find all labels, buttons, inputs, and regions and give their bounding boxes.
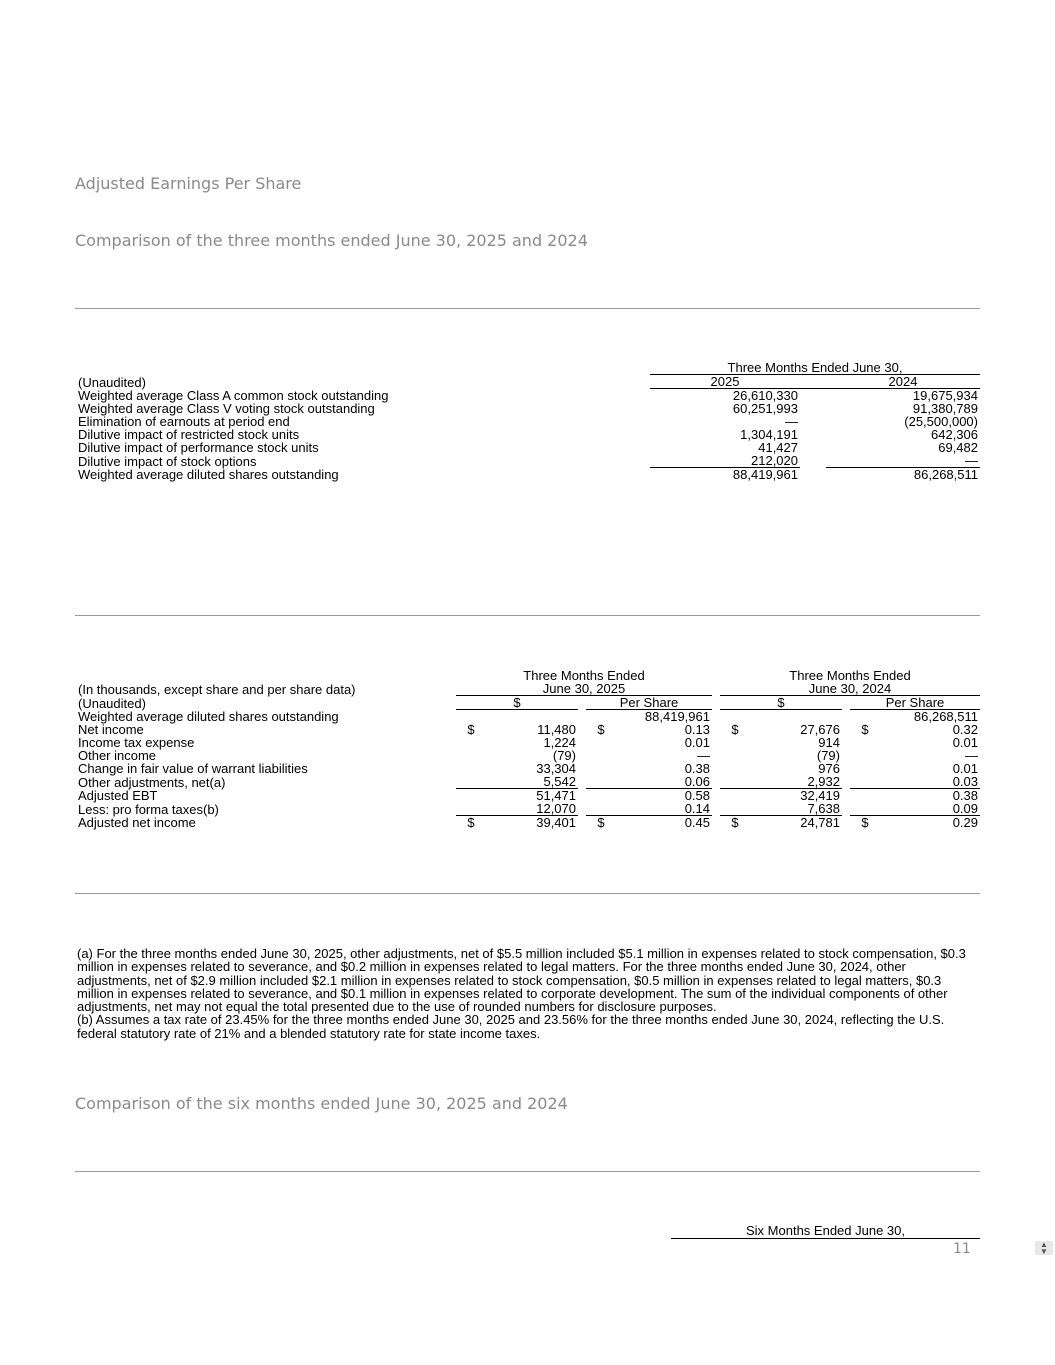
value: 12,070 [486,802,578,816]
value-2025: — [785,414,798,429]
currency-symbol: $ [861,722,869,737]
row-label: Other income [78,748,157,763]
value: 0.03 [880,775,980,789]
value-2025: 212,020 [650,454,800,468]
value-2024: 91,380,789 [912,401,978,416]
diluted-shares-table [76,361,980,481]
value: 0.01 [952,735,978,750]
value: — [697,748,710,763]
row-label: Weighted average diluted shares outstanding [78,709,339,724]
row-label: Weighted average diluted shares outstanding [78,467,339,482]
currency-symbol: $ [731,722,739,737]
currency-symbol: $ [861,815,869,830]
table-row-total [76,816,980,830]
group-header-2025: Three Months Ended [523,668,645,683]
table-row [76,775,980,789]
row-label: Weighted average Class A common stock outstanding [78,388,389,403]
table-row-total [76,468,980,482]
row-label: Adjusted net income [78,815,196,830]
section-heading-six-months: Comparison of the six months ended June 30, 2025 and 2024 [75,1094,568,1113]
units-note: (In thousands, except share and per share data) [78,681,356,697]
table-row [76,789,980,803]
value-2024: (25,500,000) [904,414,978,429]
divider [75,615,980,616]
col-dollar: $ [456,696,578,710]
value: 0.01 [684,735,710,750]
value: 1,224 [543,735,576,750]
value: 0.13 [684,722,710,737]
value-2024: 642,306 [931,427,978,442]
value: 0.01 [952,761,978,776]
adjusted-eps-table [76,669,980,829]
currency-symbol: $ [731,815,739,830]
group-header-2024: Three Months Ended [789,668,911,683]
value: 86,268,511 [913,709,978,724]
col-dollar: $ [720,696,842,710]
value: 0.14 [616,802,712,816]
footnote-b: (b) Assumes a tax rate of 23.45% for the three months ended June 30, 2025 and 23.56% for the three months ended June 30, 2024, reflecting the U.S. federal statutory rate of 21% and a blended statutory rate for state income taxes. [77,1012,945,1041]
value: 0.06 [616,775,712,789]
value-2025: 41,427 [758,440,798,455]
row-label: Weighted average Class V voting stock outstanding [78,401,375,416]
value: 32,419 [800,788,840,803]
value: 88,419,961 [644,709,710,724]
scroll-toggle-button[interactable] [1035,1241,1053,1255]
value: 33,304 [536,761,576,776]
row-label: Change in fair value of warrant liabilities [78,761,308,776]
page-number: 11 [953,1241,971,1257]
row-label: Less: pro forma taxes(b) [78,801,219,817]
value-2024: 69,482 [938,440,978,455]
row-label: Dilutive impact of performance stock units [78,440,319,455]
up-down-arrows-icon: ▲ ▼ [1040,1240,1048,1256]
value-2024: — [826,454,980,468]
value-2025: 60,251,993 [732,401,798,416]
value: 2,932 [750,775,842,789]
value-2024: 19,675,934 [912,388,978,403]
value: 976 [818,761,840,776]
table-row [76,441,980,454]
row-label: Dilutive impact of restricted stock units [78,427,300,442]
currency-symbol: $ [597,815,605,830]
divider [75,1171,980,1172]
unaudited-label: (Unaudited) [78,374,146,390]
row-label: Dilutive impact of stock options [78,453,257,469]
value: 51,471 [536,788,576,803]
col-header-2024: 2024 [826,375,980,389]
row-label: Net income [78,722,144,737]
value-2024: 86,268,511 [913,467,978,482]
value: 5,542 [486,775,578,789]
value: 0.09 [880,802,980,816]
table-row [76,802,980,816]
value: 24,781 [800,815,840,830]
currency-symbol: $ [467,722,475,737]
currency-symbol: $ [597,722,605,737]
value: 27,676 [800,722,840,737]
col-per-share: Per Share [850,696,980,710]
divider [75,893,980,894]
six-months-period-header: Six Months Ended June 30, [671,1224,980,1239]
page-title: Adjusted Earnings Per Share [75,174,302,193]
group-date-2024: June 30, 2024 [720,682,980,696]
value: 39,401 [536,815,576,830]
row-label: Income tax expense [78,735,195,750]
value-2025: 26,610,330 [732,388,798,403]
footnote-a: (a) For the three months ended June 30, 2025, other adjustments, net of $5.5 million included $5.1 million in expenses related to stock compensation, $0.3 million in expenses related to severance, and $0.2 million in expenses related to legal matters. For the three months ended June 30, 2024, other adjustments, net of $2.9 million included $2.1 million in expenses related to stock compensation, $0.5 million in expenses related to legal matters, $0.3 million in expenses related to severance, and $0.1 million in expenses related to corporate development. The sum of the individual components of other adjustments, net may not equal the total presented due to the use of rounded numbers for disclosure purposes. [77,946,966,1015]
unaudited-label: (Unaudited) [78,695,146,711]
value-2025: 1,304,191 [740,427,798,442]
table-row [76,710,980,724]
value: (79) [552,748,576,763]
value: 0.58 [684,788,710,803]
value: 11,480 [537,722,576,737]
table-row [76,389,980,403]
col-header-2025: 2025 [650,375,800,389]
value: 0.32 [952,722,978,737]
group-date-2025: June 30, 2025 [456,682,712,696]
value: — [965,748,978,763]
value [750,710,842,724]
footnotes [77,947,977,1040]
value: 0.45 [684,815,710,830]
table-row [76,723,980,736]
value: 0.38 [952,788,978,803]
value-2025: 88,419,961 [732,467,798,482]
table-row [76,454,980,468]
row-label: Other adjustments, net(a) [78,774,226,790]
col-per-share: Per Share [586,696,712,710]
period-header: Three Months Ended June 30, [650,361,980,375]
row-label: Adjusted EBT [78,788,158,803]
table-row [76,736,980,749]
section-heading-three-months: Comparison of the three months ended June 30, 2025 and 2024 [75,231,588,250]
value [486,710,578,724]
row-label: Elimination of earnouts at period end [78,414,290,429]
value: 7,638 [750,802,842,816]
divider [75,308,980,309]
currency-symbol: $ [467,815,475,830]
value: 0.29 [952,815,978,830]
value: (79) [816,748,840,763]
table-row [76,762,980,775]
value: 914 [818,735,840,750]
value: 0.38 [684,761,710,776]
